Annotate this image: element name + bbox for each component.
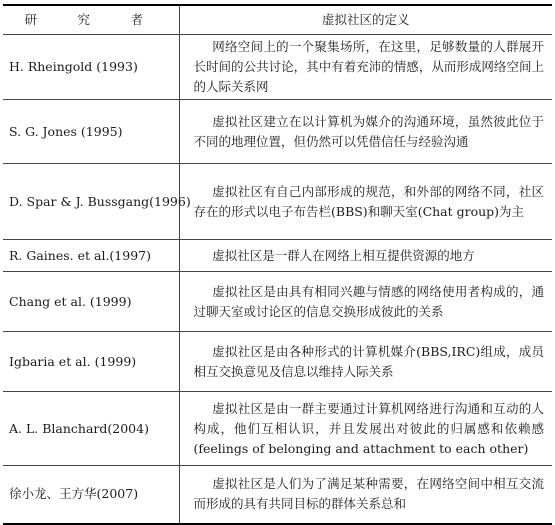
- table-header-row: [3, 5, 552, 35]
- definition-text: 虚拟社区是由一群主要通过计算机网络进行沟通和互动的人构成，他们互相认识，并且发展出对彼此的归属感和依赖感(feelings of belonging and attachment to each other): [193, 400, 544, 456]
- header-researcher: [3, 5, 179, 35]
- researcher-cell: Chang et al. (1999): [3, 272, 179, 332]
- header-researcher-label: 研 究 者: [24, 12, 157, 27]
- definition-cell: [179, 332, 552, 392]
- header-definition: 虚拟社区的定义: [179, 5, 552, 35]
- table-row: [3, 100, 552, 164]
- definition-cell: [179, 392, 552, 466]
- definition-text: 虚拟社区是由各种形式的计算机媒介(BBS,IRC)组成，成员相互交换意见及信息以维持人际关系: [193, 343, 544, 379]
- definition-cell: [179, 240, 552, 272]
- table-row: [3, 164, 552, 240]
- definition-text: 虚拟社区是由具有相同兴趣与情感的网络使用者构成的，通过聊天室或讨论区的信息交换形成彼此的关系: [193, 283, 544, 319]
- table-row: [3, 332, 552, 392]
- definition-cell: [179, 272, 552, 332]
- definition-text: 虚拟社区是一群人在网络上相互提供资源的地方: [212, 247, 475, 263]
- definition-cell: [179, 100, 552, 164]
- table-row: [3, 466, 552, 524]
- table-row: [3, 240, 552, 272]
- definition-cell: [179, 164, 552, 240]
- researcher-cell: A. L. Blanchard(2004): [3, 392, 179, 466]
- table-row: [3, 35, 552, 100]
- researcher-cell: R. Gaines. et al.(1997): [3, 240, 179, 272]
- definitions-table: [3, 4, 552, 525]
- definition-text: 虚拟社区建立在以计算机为媒介的沟通环境，虽然彼此位于不同的地理位置，但仍然可以凭借信任与经验沟通: [193, 113, 544, 149]
- table-row: [3, 272, 552, 332]
- definition-text: 虚拟社区是人们为了满足某种需要，在网络空间中相互交流而形成的具有共同目标的群体关系总和: [193, 476, 544, 512]
- definition-text: 网络空间上的一个聚集场所，在这里，足够数量的人群展开长时间的公共讨论，其中有着充沛的情感，从而形成网络空间上的人际关系网: [193, 39, 544, 94]
- definition-cell: [179, 35, 552, 100]
- researcher-cell: H. Rheingold (1993): [3, 35, 179, 100]
- definition-cell: [179, 466, 552, 524]
- definition-text: 虚拟社区有自己内部形成的规范，和外部的网络不同，社区存在的形式以电子布告栏(BBS)和聊天室(Chat group)为主: [193, 183, 544, 219]
- researcher-cell: Igbaria et al. (1999): [3, 332, 179, 392]
- researcher-cell: S. G. Jones (1995): [3, 100, 179, 164]
- table-row: [3, 392, 552, 466]
- researcher-cell: D. Spar & J. Bussgang(1996): [3, 164, 179, 240]
- researcher-cell: 徐小龙、王方华(2007): [3, 466, 179, 524]
